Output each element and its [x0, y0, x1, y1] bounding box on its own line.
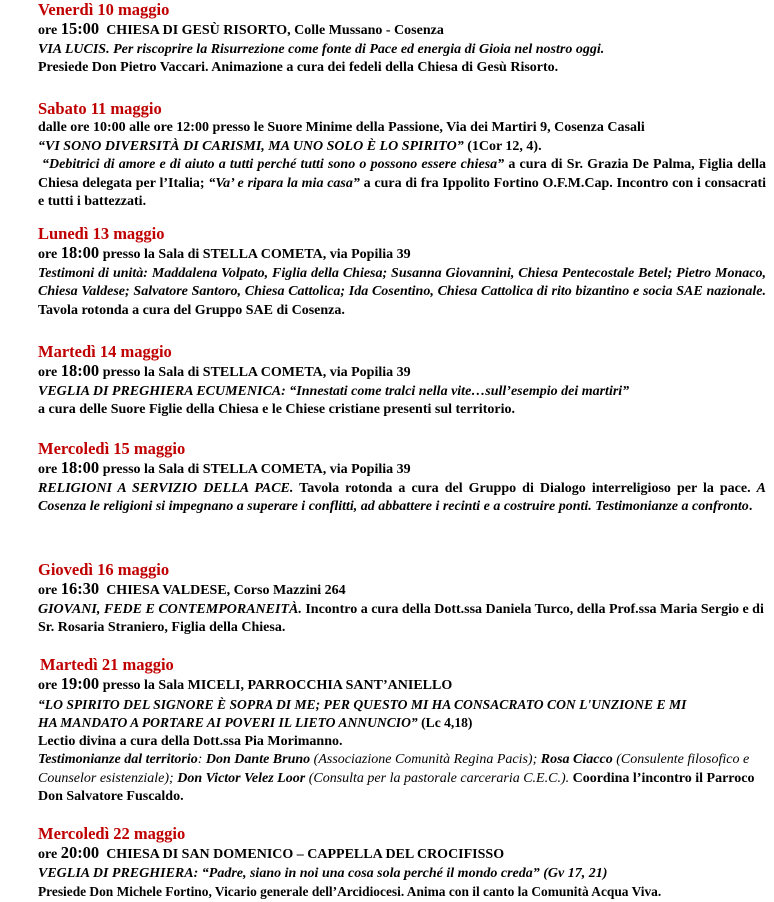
quote-reference: (Lc 4,18): [417, 715, 473, 730]
event-place: CHIESA DI GESÙ RISORTO, Colle Mussano - Cosenza: [106, 23, 444, 38]
event-2024-05-13: [38, 224, 766, 320]
event-description: [38, 265, 766, 321]
event-testimonies: [38, 751, 766, 807]
event-time-place: [38, 459, 766, 480]
event-date: Giovedì 16 maggio: [38, 560, 170, 579]
speaker-2-role: (Consulente filosofico e Counselor esistenziale);: [38, 752, 750, 786]
event-time: 18:00: [60, 458, 100, 477]
event-time-place: [38, 244, 766, 265]
speaker-3-name: Don Victor Velez Loor: [177, 770, 306, 786]
event-date: Mercoledì 22 maggio: [38, 824, 186, 843]
desc-italic: Testimoni di unità: Maddalena Volpato, Figlia della Chiesa; Susanna Giovannini, Chiesa Pentecostale Betel; Pietro Monaco, Chiesa Valdese; Salvatore Santoro, Chiesa Cattolica; Ida Cosentino, Chiesa Cattolica di rito bizantino e socia SAE nazionale.: [38, 265, 766, 299]
quote-text: “VI SONO DIVERSITÀ DI CARISMI, MA UNO SOLO È LO SPIRITO”: [38, 138, 464, 154]
event-place: presso la Sala di STELLA COMETA, via Popilia 39: [99, 365, 411, 380]
event-2024-05-14: [38, 342, 766, 420]
event-place: presso la Sala MICELI, PARROCCHIA SANT’ANIELLO: [99, 678, 453, 693]
event-time-place: dalle ore 10:00 alle ore 12:00 presso le Suore Minime della Passione, Via dei Martiri 9, Cosenza Casali: [38, 120, 645, 135]
quote-reference: (1Cor 12, 4).: [463, 138, 542, 154]
desc-text: Tavola rotonda a cura del Gruppo di Dialogo interreligioso per la pace.: [293, 480, 757, 496]
event-coordinator: Coordina l’incontro il Parroco Don Salvatore Fuscaldo.: [38, 770, 755, 804]
event-quote: [38, 138, 766, 157]
speaker-1-name: Don Dante Bruno: [205, 752, 311, 767]
event-2024-05-10: [38, 0, 766, 78]
event-note: Presiede Don Michele Fortino, Vicario generale dell’Arcidiocesi. Anima con il canto la Comunità Acqua Viva.: [38, 884, 662, 899]
desc-italic: GIOVANI, FEDE E CONTEMPORANEITÀ.: [38, 601, 302, 617]
event-description: [38, 601, 766, 638]
speaker-3-role: (Consulta per la pastorale carceraria C.E.C.).: [305, 770, 570, 786]
event-place: CHIESA VALDESE, Corso Mazzini 264: [106, 583, 346, 598]
event-place: presso la Sala di STELLA COMETA, via Popilia 39: [99, 247, 411, 262]
event-time: 18:00: [60, 361, 100, 380]
event-2024-05-15: [38, 439, 766, 517]
event-date: Lunedì 13 maggio: [38, 224, 165, 243]
desc-italic-1: RELIGIONI A SERVIZIO DELLA PACE.: [38, 480, 294, 496]
event-title: VEGLIA DI PREGHIERA ECUMENICA: “Innestati come tralci nella vite…sull’esempio dei martiri”: [38, 383, 630, 399]
event-title: VEGLIA DI PREGHIERA: “Padre, siano in noi una cosa sola perché il mondo creda” (Gv 17, 21): [38, 865, 608, 881]
ore-label: ore: [38, 462, 61, 477]
speaker-1-role: (Associazione Comunità Regina Pacis);: [310, 752, 541, 767]
ore-label: ore: [38, 365, 61, 380]
event-date: Venerdì 10 maggio: [38, 0, 170, 19]
desc-end: .: [748, 499, 753, 514]
testimony-label: Testimonianze dal territorio: [38, 752, 198, 767]
event-lectio: Lectio divina a cura della Dott.ssa Pia Morimanno.: [38, 733, 343, 749]
event-time: 20:00: [60, 843, 100, 862]
event-2024-05-11: [38, 99, 766, 212]
event-place: CHIESA DI SAN DOMENICO – CAPPELLA DEL CROCIFISSO: [106, 847, 505, 862]
event-2024-05-16: [38, 560, 766, 638]
event-time-place: [38, 362, 766, 383]
desc-italic-2: A Cosenza le religioni si impegnano a superare i conflitti, ad abbattere i recinti e a costruire ponti. Testimonianze a confronto: [38, 480, 766, 514]
event-description: [38, 480, 766, 517]
event-quote-line-1: “LO SPIRITO DEL SIGNORE È SOPRA DI ME; PER QUESTO MI HA CONSACRATO CON L'UNZIONE E MI: [38, 696, 687, 712]
testimony-sep: :: [197, 752, 206, 767]
event-date: Martedì 21 maggio: [40, 655, 174, 674]
event-place: presso la Sala di STELLA COMETA, via Popilia 39: [99, 462, 411, 477]
desc-quote-2: “Va’ e ripara la mia casa”: [208, 175, 360, 191]
event-time: 15:00: [60, 19, 100, 38]
event-note: Presiede Don Pietro Vaccari. Animazione a cura dei fedeli della Chiesa di Gesù Risorto.: [38, 60, 559, 75]
event-2024-05-21: [38, 655, 766, 807]
event-title: VIA LUCIS. Per riscoprire la Risurrezione come fonte di Pace ed energia di Gioia nel nostro oggi.: [38, 41, 605, 57]
event-time-place: [38, 844, 766, 865]
event-time-place: [38, 675, 766, 696]
desc-text: Tavola rotonda a cura del Gruppo SAE di Cosenza.: [38, 302, 345, 318]
ore-label: ore: [38, 23, 61, 38]
ore-label: ore: [38, 847, 61, 862]
event-date: Martedì 14 maggio: [38, 342, 172, 361]
event-quote-line-2: [38, 714, 766, 733]
event-date: Mercoledì 15 maggio: [38, 439, 186, 458]
event-time-place: [38, 20, 766, 41]
event-2024-05-22: [38, 824, 766, 902]
desc-text: Incontro a cura della Dott.ssa Daniela Turco, della Prof.ssa Maria Sergio e di Sr. Rosaria Straniero, Figlia della Chiesa.: [38, 601, 764, 635]
speaker-2-name: Rosa Ciacco: [540, 752, 613, 767]
event-note: a cura delle Suore Figlie della Chiesa e le Chiese cristiane presenti sul territorio.: [38, 402, 515, 417]
event-time-place: [38, 580, 766, 601]
quote-text: HA MANDATO A PORTARE AI POVERI IL LIETO ANNUNCIO”: [38, 715, 418, 730]
ore-label: ore: [38, 247, 61, 262]
event-description: [38, 156, 766, 212]
desc-text-2: a cura di fra Ippolito Fortino O.F.M.Cap. Incontro con i consacrati e tutti i battezzati.: [38, 175, 767, 209]
event-time: 18:00: [60, 243, 100, 262]
event-time: 19:00: [60, 674, 100, 693]
desc-quote-1: “Debitrici di amore e di aiuto a tutti perché tutti sono o possono essere chiesa”: [42, 157, 505, 172]
event-date: Sabato 11 maggio: [38, 99, 162, 118]
ore-label: ore: [38, 583, 61, 598]
desc-text-1: a cura di Sr. Grazia De Palma, Figlia della Chiesa delegata per l’Italia;: [38, 157, 766, 191]
ore-label: ore: [38, 678, 61, 693]
event-time: 16:30: [60, 579, 100, 598]
